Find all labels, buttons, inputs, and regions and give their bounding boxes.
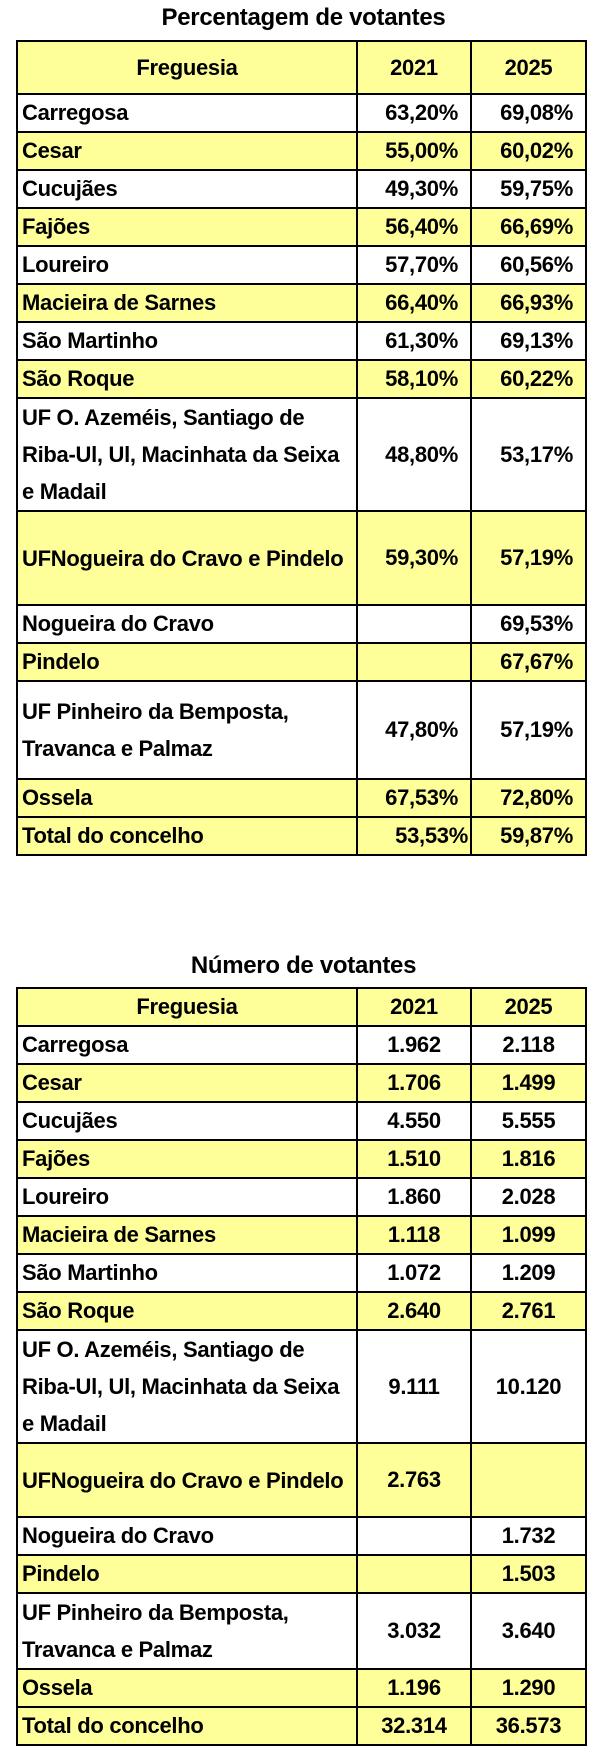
- table-row: [17, 398, 586, 511]
- cell-name: Cesar: [17, 132, 357, 170]
- cell-name: São Martinho: [17, 322, 357, 360]
- cell-2021: 53,53%: [357, 817, 471, 855]
- table-row: [17, 605, 586, 643]
- cell-name: Carregosa: [17, 1026, 357, 1064]
- table-row: [17, 1140, 586, 1178]
- header-2021: 2021: [357, 988, 471, 1026]
- table-header-row: [17, 988, 586, 1026]
- cell-name: Pindelo: [17, 643, 357, 681]
- cell-2021: 58,10%: [357, 360, 471, 398]
- cell-2025: 60,22%: [471, 360, 586, 398]
- table-row: [17, 208, 586, 246]
- cell-name: Nogueira do Cravo: [17, 605, 357, 643]
- cell-name: Ossela: [17, 779, 357, 817]
- cell-2021: 1.706: [357, 1064, 471, 1102]
- table-row: [17, 1555, 586, 1593]
- header-freguesia: Freguesia: [17, 41, 357, 94]
- cell-2021: [357, 1517, 471, 1555]
- cell-2025: 53,17%: [471, 398, 586, 511]
- cell-2021: 57,70%: [357, 246, 471, 284]
- cell-2025: 66,69%: [471, 208, 586, 246]
- cell-name: UF O. Azeméis, Santiago de Riba-Ul, Ul, Macinhata da Seixa e Madail: [17, 398, 357, 511]
- count-table-title: Número de votantes: [190, 952, 417, 979]
- cell-2021: 1.860: [357, 1178, 471, 1216]
- table-row: [17, 1593, 586, 1669]
- header-freguesia: Freguesia: [17, 988, 357, 1026]
- cell-2025: 1.290: [471, 1669, 586, 1707]
- cell-name: Macieira de Sarnes: [17, 284, 357, 322]
- cell-2021: [357, 605, 471, 643]
- cell-2025: 36.573: [471, 1707, 586, 1745]
- cell-2025: 57,19%: [471, 511, 586, 605]
- cell-2025: 1.209: [471, 1254, 586, 1292]
- percent-table-title: Percentagem de votantes: [161, 4, 446, 31]
- cell-2021: 3.032: [357, 1593, 471, 1669]
- cell-name: Fajões: [17, 208, 357, 246]
- header-2021: 2021: [357, 41, 471, 94]
- cell-2025: 59,87%: [471, 817, 586, 855]
- cell-name: Nogueira do Cravo: [17, 1517, 357, 1555]
- cell-2025: 1.816: [471, 1140, 586, 1178]
- table-row: [17, 1064, 586, 1102]
- cell-2021: 48,80%: [357, 398, 471, 511]
- cell-2021: 56,40%: [357, 208, 471, 246]
- cell-2021: 49,30%: [357, 170, 471, 208]
- cell-2025: 2.761: [471, 1292, 586, 1330]
- cell-name: Loureiro: [17, 1178, 357, 1216]
- cell-2025: 2.118: [471, 1026, 586, 1064]
- cell-name: Cucujães: [17, 170, 357, 208]
- cell-2021: 9.111: [357, 1330, 471, 1443]
- table-row: [17, 1292, 586, 1330]
- cell-name: Ossela: [17, 1669, 357, 1707]
- table-row: [17, 511, 586, 605]
- cell-name: São Martinho: [17, 1254, 357, 1292]
- table-row: [17, 1178, 586, 1216]
- cell-2021: 63,20%: [357, 94, 471, 132]
- cell-name: Total do concelho: [17, 817, 357, 855]
- cell-name: Total do concelho: [17, 1707, 357, 1745]
- table-row: [17, 1330, 586, 1443]
- table-row: [17, 1669, 586, 1707]
- cell-2025: 1.503: [471, 1555, 586, 1593]
- cell-2025: [471, 1443, 586, 1517]
- cell-2025: 69,53%: [471, 605, 586, 643]
- count-table: [16, 987, 587, 1746]
- cell-2021: 1.196: [357, 1669, 471, 1707]
- cell-name: UF O. Azeméis, Santiago de Riba-Ul, Ul, Macinhata da Seixa e Madail: [17, 1330, 357, 1443]
- cell-2025: 1.499: [471, 1064, 586, 1102]
- cell-2025: 57,19%: [471, 681, 586, 779]
- table-row-total: [17, 817, 586, 855]
- table-row: [17, 284, 586, 322]
- cell-2025: 1.099: [471, 1216, 586, 1254]
- table-row: [17, 1254, 586, 1292]
- cell-2021: 59,30%: [357, 511, 471, 605]
- table-row: [17, 132, 586, 170]
- cell-name: UFNogueira do Cravo e Pindelo: [17, 511, 357, 605]
- cell-2025: 3.640: [471, 1593, 586, 1669]
- cell-name: São Roque: [17, 1292, 357, 1330]
- cell-2025: 5.555: [471, 1102, 586, 1140]
- cell-2025: 69,08%: [471, 94, 586, 132]
- cell-2021: 2.763: [357, 1443, 471, 1517]
- cell-2021: 1.118: [357, 1216, 471, 1254]
- cell-2025: 72,80%: [471, 779, 586, 817]
- cell-2021: 2.640: [357, 1292, 471, 1330]
- cell-name: Cesar: [17, 1064, 357, 1102]
- table-row: [17, 1102, 586, 1140]
- cell-name: UF Pinheiro da Bemposta, Travanca e Palmaz: [17, 1593, 357, 1669]
- table-row: [17, 1216, 586, 1254]
- cell-2021: 67,53%: [357, 779, 471, 817]
- cell-2021: 1.962: [357, 1026, 471, 1064]
- cell-2021: [357, 1555, 471, 1593]
- cell-name: UFNogueira do Cravo e Pindelo: [17, 1443, 357, 1517]
- table-row: [17, 94, 586, 132]
- cell-name: UF Pinheiro da Bemposta, Travanca e Palmaz: [17, 681, 357, 779]
- table-row: [17, 779, 586, 817]
- percent-table: [16, 40, 587, 856]
- cell-2021: 4.550: [357, 1102, 471, 1140]
- cell-2025: 66,93%: [471, 284, 586, 322]
- cell-2025: 1.732: [471, 1517, 586, 1555]
- header-2025: 2025: [471, 41, 586, 94]
- cell-2025: 59,75%: [471, 170, 586, 208]
- cell-2021: [357, 643, 471, 681]
- cell-2025: 10.120: [471, 1330, 586, 1443]
- table-row: [17, 246, 586, 284]
- cell-name: Cucujães: [17, 1102, 357, 1140]
- cell-2025: 2.028: [471, 1178, 586, 1216]
- cell-2025: 60,02%: [471, 132, 586, 170]
- cell-2021: 47,80%: [357, 681, 471, 779]
- header-2025: 2025: [471, 988, 586, 1026]
- cell-2021: 61,30%: [357, 322, 471, 360]
- table-row: [17, 681, 586, 779]
- cell-2025: 60,56%: [471, 246, 586, 284]
- cell-name: Fajões: [17, 1140, 357, 1178]
- table-row: [17, 643, 586, 681]
- cell-2021: 55,00%: [357, 132, 471, 170]
- table-row: [17, 170, 586, 208]
- cell-2025: 67,67%: [471, 643, 586, 681]
- table-row: [17, 1517, 586, 1555]
- table-row-total: [17, 1707, 586, 1745]
- table-row: [17, 322, 586, 360]
- cell-name: São Roque: [17, 360, 357, 398]
- cell-2025: 69,13%: [471, 322, 586, 360]
- cell-name: Macieira de Sarnes: [17, 1216, 357, 1254]
- table-row: [17, 1443, 586, 1517]
- cell-2021: 66,40%: [357, 284, 471, 322]
- cell-2021: 1.072: [357, 1254, 471, 1292]
- cell-name: Loureiro: [17, 246, 357, 284]
- cell-2021: 1.510: [357, 1140, 471, 1178]
- cell-name: Pindelo: [17, 1555, 357, 1593]
- cell-name: Carregosa: [17, 94, 357, 132]
- cell-2021: 32.314: [357, 1707, 471, 1745]
- table-row: [17, 360, 586, 398]
- table-header-row: [17, 41, 586, 94]
- table-row: [17, 1026, 586, 1064]
